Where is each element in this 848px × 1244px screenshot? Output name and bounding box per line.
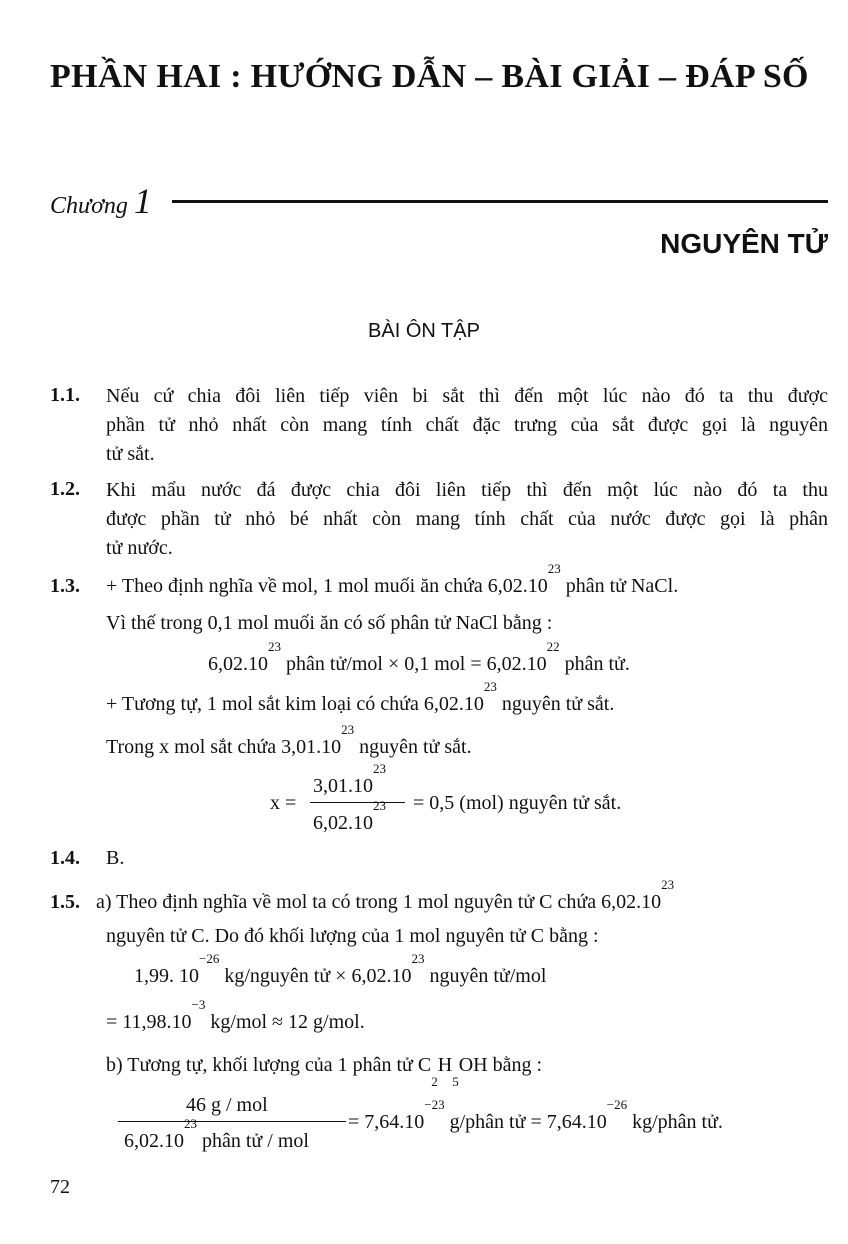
item-1-3-equation-1 — [208, 639, 630, 676]
text-line: tử sắt. — [106, 443, 155, 465]
text-run: g/phân tử = 7,64.10 — [444, 1111, 607, 1133]
text-run: H — [437, 1054, 453, 1076]
text-line: được phần tử nhỏ bé nhất còn mang tính chất của nước được gọi là phân — [106, 508, 828, 530]
superscript: 23 — [268, 639, 281, 654]
superscript: 23 — [411, 951, 425, 966]
text-line: phần tử nhỏ nhất còn mang tính chất đặc trưng của sắt được gọi là nguyên — [106, 414, 828, 436]
item-label-1-4: 1.4. — [50, 847, 80, 869]
text-run: nguyên tử/mol — [424, 965, 547, 987]
item-1-5-line-a3 — [134, 951, 547, 988]
text-run: Trong x mol sắt chứa 3,01.10 — [106, 736, 342, 758]
fraction-rhs — [348, 1097, 723, 1134]
subscript: 2 — [431, 1074, 438, 1089]
fraction-numerator — [313, 761, 386, 798]
item-1-3-line-4 — [106, 679, 615, 716]
chapter-number: 1 — [133, 181, 152, 221]
text-run: 6,02.10 — [313, 812, 373, 834]
text-run: a) Theo định nghĩa về mol ta có trong 1 mol nguyên tử C chứa 6,02.10 — [96, 891, 662, 913]
superscript: 23 — [373, 761, 386, 776]
fraction-denominator — [313, 798, 386, 835]
part-title: PHẦN HAI : HƯỚNG DẪN – BÀI GIẢI – ĐÁP SỐ — [50, 58, 809, 95]
fraction-denominator — [124, 1116, 309, 1153]
item-label-1-1: 1.1. — [50, 384, 80, 406]
chapter-rule — [172, 200, 828, 203]
text-run: = 7,64.10 — [348, 1111, 425, 1133]
text-run: kg/nguyên tử × 6,02.10 — [219, 965, 412, 987]
text-run: phân tử. — [559, 653, 630, 675]
fraction-bar — [310, 802, 405, 803]
text-run: phân tử/mol × 0,1 mol = 6,02.10 — [281, 653, 547, 675]
page-number: 72 — [50, 1176, 70, 1198]
text-run: 6,02.10 — [208, 653, 268, 675]
fraction-lhs: x = — [270, 792, 297, 814]
text-run: 1,99. 10 — [134, 965, 199, 987]
text-run: 6,02.10 — [124, 1130, 184, 1152]
fraction-rhs: = 0,5 (mol) nguyên tử sắt. — [413, 792, 622, 814]
item-1-2-text — [106, 476, 828, 563]
subscript: 5 — [452, 1074, 459, 1089]
fraction-bar — [118, 1121, 346, 1122]
chapter-label — [50, 180, 152, 222]
item-1-5-line-b1 — [106, 1054, 543, 1089]
text-run: 3,01.10 — [313, 775, 373, 797]
text-run: OH bằng : — [458, 1054, 543, 1076]
item-1-4-answer: B. — [106, 847, 125, 869]
text-run: + Theo định nghĩa về mol, 1 mol muối ăn chứa 6,02.10 — [106, 575, 548, 597]
superscript: 23 — [547, 561, 561, 576]
superscript: 23 — [184, 1116, 197, 1131]
item-1-3-line-5 — [106, 722, 472, 759]
item-label-1-5: 1.5. — [50, 891, 80, 913]
section-title: BÀI ÔN TẬP — [368, 320, 480, 342]
item-1-3-line-2: Vì thế trong 0,1 mol muối ăn có số phân tử NaCl bằng : — [106, 612, 553, 634]
text-run: = 11,98.10 — [106, 1011, 192, 1033]
item-1-1-text — [106, 382, 828, 469]
text-run: + Tương tự, 1 mol sắt kim loại có chứa 6,02.10 — [106, 693, 484, 715]
text-line: Khi mẩu nước đá được chia đôi liên tiếp thì đến một lúc nào đó ta thu — [106, 479, 828, 501]
superscript: 23 — [373, 798, 386, 813]
text-run: phân tử NaCl. — [560, 575, 679, 597]
superscript: −3 — [191, 997, 206, 1012]
item-label-1-2: 1.2. — [50, 478, 80, 500]
text-run: kg/mol ≈ 12 g/mol. — [205, 1011, 365, 1033]
chapter-title: NGUYÊN TỬ — [660, 228, 828, 259]
superscript: 23 — [661, 877, 675, 892]
item-label-1-3: 1.3. — [50, 575, 80, 597]
text-line: tử nước. — [106, 537, 173, 559]
text-run: b) Tương tự, khối lượng của 1 phân tử C — [106, 1054, 432, 1076]
item-1-5-line-a4 — [106, 997, 365, 1034]
fraction-numerator: 46 g / mol — [186, 1094, 268, 1116]
chapter-word: Chương — [50, 193, 128, 219]
superscript: −23 — [424, 1097, 445, 1112]
superscript: 23 — [483, 679, 497, 694]
superscript: 22 — [546, 639, 560, 654]
item-1-5-line-a1 — [96, 877, 675, 914]
item-1-5-line-a2: nguyên tử C. Do đó khối lượng của 1 mol nguyên tử C bằng : — [106, 925, 599, 947]
text-run: phân tử / mol — [197, 1130, 309, 1152]
text-line: Nếu cứ chia đôi liên tiếp viên bi sắt thì đến một lúc nào đó ta thu được — [106, 385, 828, 407]
text-run: kg/phân tử. — [627, 1111, 723, 1133]
text-run: nguyên tử sắt. — [354, 736, 472, 758]
superscript: −26 — [199, 951, 220, 966]
text-run: nguyên tử sắt. — [496, 693, 615, 715]
superscript: 23 — [341, 722, 355, 737]
superscript: −26 — [606, 1097, 628, 1112]
item-1-3-line-1 — [106, 561, 679, 598]
